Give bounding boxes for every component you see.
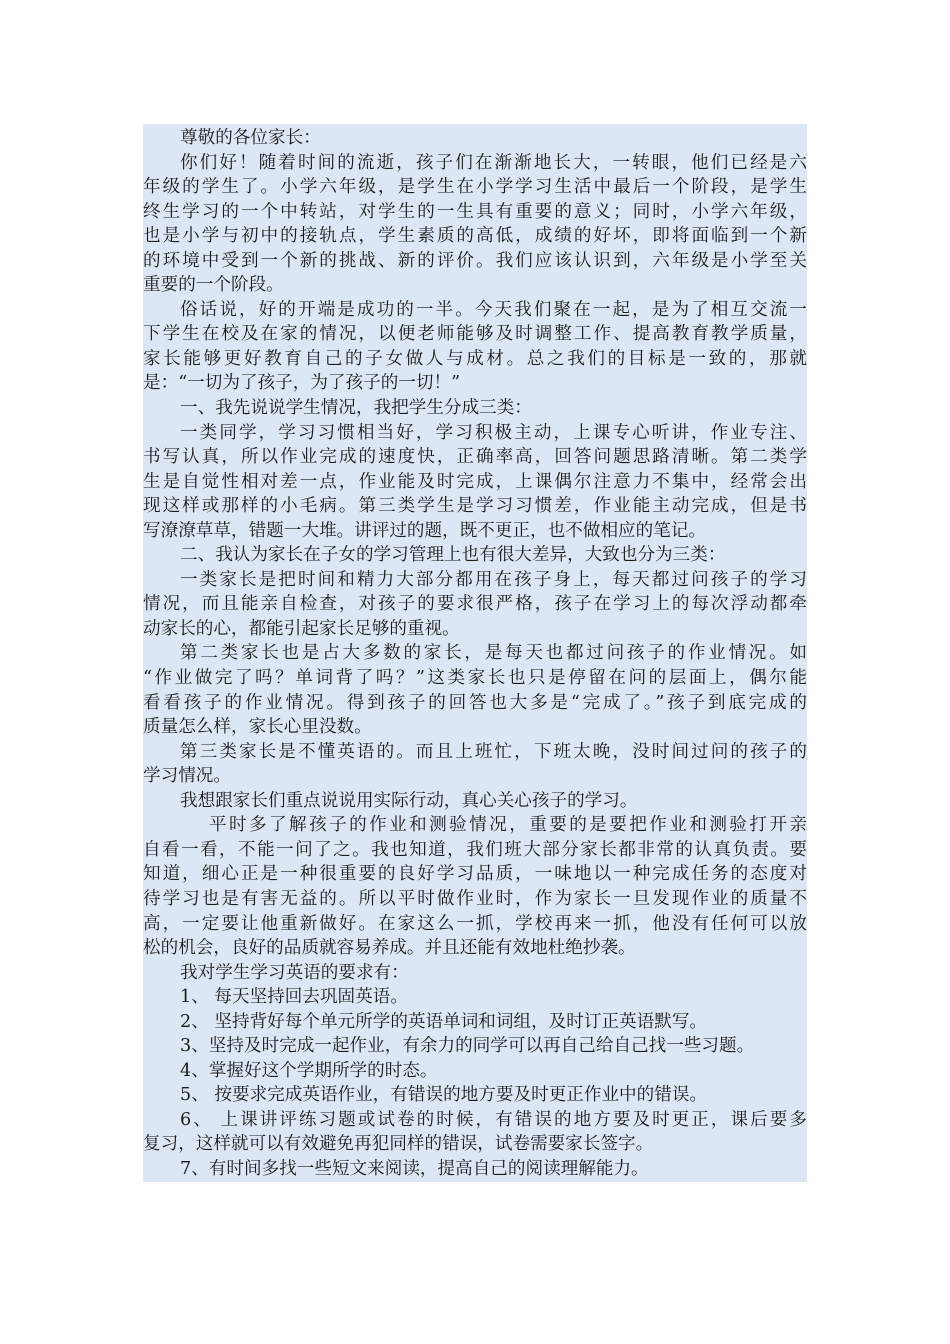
text-line: 我对学生学习英语的要求有：: [180, 962, 409, 983]
text-line: 俗话说，好的开端是成功的一半。今天我们聚在一起，是为了相互交流一: [180, 299, 807, 320]
text-line: 生是自觉性相对差一点，作业能及时完成，上课偶尔注意力不集中，经常会出: [143, 471, 807, 492]
text-line: 第二类家长也是占大多数的家长，是每天也都过问孩子的作业情况。如: [180, 643, 807, 664]
text-line: 重要的一个阶段。: [143, 275, 284, 296]
text-line: 5、 按要求完成英语作业，有错误的地方要及时更正作业中的错误。: [180, 1085, 708, 1106]
text-line: 2、 坚持背好每个单元所学的英语单词和词组，及时订正英语默写。: [180, 1011, 708, 1032]
text-line: 终生学习的一个中转站，对学生的一生具有重要的意义；同时，小学六年级，: [143, 201, 807, 222]
text-line: 高，一定要让他重新做好。在家这么一抓，学校再来一抓，他没有任何可以放: [143, 913, 807, 934]
text-line: 家长能够更好教育自己的子女做人与成材。总之我们的目标是一致的，那就: [143, 348, 807, 369]
text-line: 平时多了解孩子的作业和测验情况，重要的是要把作业和测验打开亲: [209, 815, 807, 836]
text-line: 动家长的心，都能引起家长足够的重视。: [143, 618, 460, 639]
text-line: 书写认真，所以作业完成的速度快，正确率高，回答问题思路清晰。第二类学: [143, 447, 807, 468]
text-line: 松的机会，良好的品质就容易养成。并且还能有效地杜绝抄袭。: [143, 938, 636, 959]
text-line: 待学习也是有害无益的。所以平时做作业时，作为家长一旦发现作业的质量不: [143, 888, 807, 909]
text-line: 复习，这样就可以有效避免再犯同样的错误，试卷需要家长签字。: [143, 1134, 654, 1155]
text-line: 一类同学，学习习惯相当好，学习积极主动，上课专心听讲，作业专注、: [180, 422, 807, 443]
text-line: 学习情况。: [143, 766, 231, 787]
text-line: 质量怎么样，家长心里没数。: [143, 717, 372, 738]
text-line: 一、我先说说学生情况，我把学生分成三类：: [180, 398, 532, 419]
text-line: 下学生在校及在家的情况，以便老师能够及时调整工作、提高教育教学质量，: [143, 324, 807, 345]
text-line: 自看一看，不能一问了之。我也知道，我们班大部分家长都非常的认真负责。要: [143, 839, 807, 860]
text-line: 情况，而且能亲自检查，对孩子的要求很严格，孩子在学习上的每次浮动都牵: [143, 594, 807, 615]
text-line: 6、 上课讲评练习题或试卷的时候，有错误的地方要及时更正，课后要多: [180, 1109, 807, 1130]
text-line: 7、有时间多找一些短文来阅读，提高自己的阅读理解能力。: [180, 1158, 649, 1179]
text-line: 现这样或那样的小毛病。第三类学生是学习习惯差，作业能主动完成，但是书: [143, 496, 807, 517]
text-line: “作业做完了吗？单词背了吗？”这类家长也只是停留在问的层面上，偶尔能: [143, 668, 807, 689]
text-line: 你们好！随着时间的流逝，孩子们在渐渐地长大，一转眼，他们已经是六: [180, 152, 807, 173]
text-line: 1、 每天坚持回去巩固英语。: [180, 987, 408, 1008]
text-line: 写潦潦草草，错题一大堆。讲评过的题，既不更正，也不做相应的笔记。: [143, 520, 707, 541]
text-line: 是：“一切为了孩子，为了孩子的一切！”: [143, 373, 461, 394]
text-line: 也是小学与初中的接轨点，学生素质的高低，成绩的好坏，即将面临到一个新: [143, 226, 807, 247]
text-line: 我想跟家长们重点说说用实际行动，真心关心孩子的学习。: [180, 790, 638, 811]
letter-body: [143, 124, 807, 1182]
text-line: 看看孩子的作业情况。得到孩子的回答也大多是“完成了。”孩子到底完成的: [143, 692, 807, 713]
text-line: 第三类家长是不懂英语的。而且上班忙，下班太晚，没时间过问的孩子的: [180, 741, 807, 762]
text-line: 的环境中受到一个新的挑战、新的评价。我们应该认识到，六年级是小学至关: [143, 250, 807, 271]
text-line: 知道，细心正是一种很重要的良好学习品质，一味地以一种完成任务的态度对: [143, 864, 807, 885]
text-line: 年级的学生了。小学六年级，是学生在小学学习生活中最后一个阶段，是学生: [143, 177, 807, 198]
text-line: 一类家长是把时间和精力大部分都用在孩子身上，每天都过问孩子的学习: [180, 569, 807, 590]
text-line: 4、掌握好这个学期所学的时态。: [180, 1060, 438, 1081]
text-line: 尊敬的各位家长：: [180, 128, 321, 148]
text-line: 3、坚持及时完成一起作业，有余力的同学可以再自己给自己找一些习题。: [180, 1036, 755, 1057]
text-line: 二、我认为家长在子女的学习管理上也有很大差异，大致也分为三类：: [180, 545, 726, 566]
